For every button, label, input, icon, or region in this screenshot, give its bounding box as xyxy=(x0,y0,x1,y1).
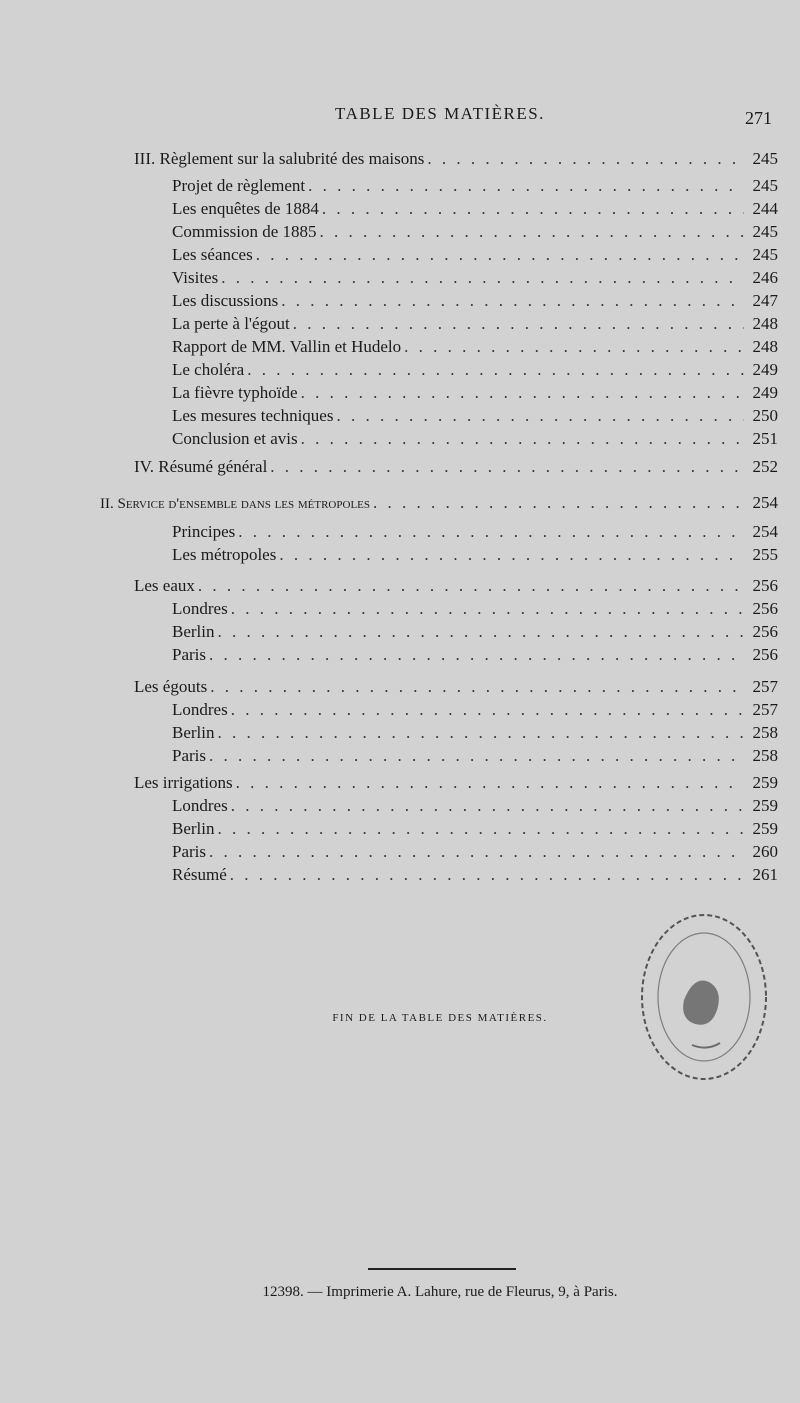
toc-entry-label: Les eaux xyxy=(134,576,195,595)
dot-leader xyxy=(230,865,744,885)
toc-entry-page: 255 xyxy=(752,545,778,564)
toc-entry-page: 256 xyxy=(752,645,778,664)
toc-entry xyxy=(172,865,778,887)
dot-leader xyxy=(247,360,744,380)
toc-entry-page: 245 xyxy=(752,176,778,195)
footer-rule xyxy=(368,1268,516,1270)
toc-entry-label: IV. Résumé général xyxy=(134,457,268,476)
toc-entry-label: Les métropoles xyxy=(172,545,277,564)
dot-leader xyxy=(320,222,744,242)
toc-entry-page: 257 xyxy=(752,677,778,696)
toc-entry xyxy=(172,406,778,428)
toc-entry xyxy=(172,429,778,451)
toc-entry-label: Berlin xyxy=(172,723,215,742)
dot-leader xyxy=(231,700,744,720)
dot-leader xyxy=(336,406,744,426)
dot-leader xyxy=(209,645,744,665)
toc-entry-label: Les enquêtes de 1884 xyxy=(172,199,319,218)
toc-entry xyxy=(172,796,778,818)
toc-entry-label: Les discussions xyxy=(172,291,279,310)
toc-entry-page: 250 xyxy=(752,406,778,425)
toc-entry-label: Paris xyxy=(172,746,206,765)
toc-entry-page: 244 xyxy=(752,199,778,218)
dot-leader xyxy=(322,199,744,219)
toc-entry-label: Principes xyxy=(172,522,236,541)
toc-entry-label: Londres xyxy=(172,796,228,815)
dot-leader xyxy=(236,773,744,793)
toc-entry-label: Paris xyxy=(172,645,206,664)
toc-entry-page: 258 xyxy=(752,746,778,765)
page-number: 271 xyxy=(745,108,772,128)
toc-entry-label: Commission de 1885 xyxy=(172,222,317,241)
dot-leader xyxy=(301,429,744,449)
dot-leader xyxy=(221,268,744,288)
printer-imprint: 12398. — Imprimerie A. Lahure, rue de Fleurus, 9, à Paris. xyxy=(262,1284,618,1300)
toc-entry-page: 257 xyxy=(752,700,778,719)
toc-entry-page: 245 xyxy=(752,245,778,264)
dot-leader xyxy=(238,522,744,542)
toc-entry-page: 259 xyxy=(752,819,778,838)
toc-entry-page: 249 xyxy=(752,360,778,379)
dot-leader xyxy=(198,576,744,596)
dot-leader xyxy=(210,677,744,697)
dot-leader xyxy=(404,337,744,357)
toc-entry-label: Le choléra xyxy=(172,360,245,379)
toc-entry xyxy=(172,746,778,768)
toc-entry-page: 258 xyxy=(752,723,778,742)
toc-entry xyxy=(172,199,778,221)
toc-entry xyxy=(134,576,778,598)
running-header-title: TABLE DES MATIÈRES. xyxy=(335,104,545,123)
toc-entry xyxy=(134,773,778,795)
dot-leader xyxy=(218,819,745,839)
toc-entry-page: 252 xyxy=(752,457,778,476)
toc-entry xyxy=(172,545,778,567)
toc-entry-page: 261 xyxy=(752,865,778,884)
toc-entry xyxy=(134,149,778,171)
library-stamp-icon xyxy=(632,905,777,1090)
toc-entry-page: 245 xyxy=(752,222,778,241)
toc-entry-label: II. Service d'ensemble dans les métropoles xyxy=(100,496,370,512)
toc-entry xyxy=(172,337,778,359)
dot-leader xyxy=(308,176,744,196)
toc-entry xyxy=(172,522,778,544)
dot-leader xyxy=(218,622,745,642)
toc-entry xyxy=(172,599,778,621)
dot-leader xyxy=(256,245,744,265)
toc-entry xyxy=(134,457,778,479)
toc-entry xyxy=(172,842,778,864)
toc-entry-page: 259 xyxy=(752,773,778,792)
toc-entry xyxy=(172,360,778,382)
toc-entry-label: Projet de règlement xyxy=(172,176,306,195)
toc-entry-label: Rapport de MM. Vallin et Hudelo xyxy=(172,337,402,356)
toc-entry-label: III. Règlement sur la salubrité des maisons xyxy=(134,149,425,168)
toc-entry xyxy=(172,723,778,745)
toc-entry-page: 256 xyxy=(752,599,778,618)
toc-entry-label: Les égouts xyxy=(134,677,208,696)
toc-entry xyxy=(172,622,778,644)
toc-entry-label: Londres xyxy=(172,599,228,618)
toc-entry-page: 247 xyxy=(752,291,778,310)
toc-entry-label: Paris xyxy=(172,842,206,861)
toc-entry-label: Les séances xyxy=(172,245,253,264)
dot-leader xyxy=(209,746,744,766)
toc-entry xyxy=(172,383,778,405)
toc-entry-page: 254 xyxy=(752,522,778,541)
toc-entry xyxy=(134,677,778,699)
dot-leader xyxy=(279,545,744,565)
toc-entry-page: 259 xyxy=(752,796,778,815)
toc-entry-label: Berlin xyxy=(172,819,215,838)
toc-entry xyxy=(172,700,778,722)
toc-entry-page: 260 xyxy=(752,842,778,861)
toc-entry-page: 249 xyxy=(752,383,778,402)
toc-entry-label: La fièvre typhoïde xyxy=(172,383,298,402)
dot-leader xyxy=(231,599,744,619)
toc-entry-label: Londres xyxy=(172,700,228,719)
toc-entry-page: 248 xyxy=(752,337,778,356)
toc-entry-page: 246 xyxy=(752,268,778,287)
toc-entry xyxy=(172,245,778,267)
toc-entry-page: 254 xyxy=(752,493,778,512)
toc-entry-label: Les mesures techniques xyxy=(172,406,334,425)
toc-entry xyxy=(172,176,778,198)
toc-entry-label: Visites xyxy=(172,268,219,287)
dot-leader xyxy=(293,314,744,334)
toc-entry-label: Résumé xyxy=(172,865,227,884)
toc-entry xyxy=(100,493,778,515)
toc-entry-page: 251 xyxy=(752,429,778,448)
toc-entry-label: Conclusion et avis xyxy=(172,429,298,448)
dot-leader xyxy=(231,796,744,816)
dot-leader xyxy=(373,493,744,513)
toc-entry-page: 245 xyxy=(752,149,778,168)
toc-entry xyxy=(172,819,778,841)
toc-entry-label: Berlin xyxy=(172,622,215,641)
toc-entry-page: 248 xyxy=(752,314,778,333)
dot-leader xyxy=(218,723,745,743)
toc-entry xyxy=(172,222,778,244)
toc-entry xyxy=(172,314,778,336)
dot-leader xyxy=(270,457,744,477)
toc-entry-page: 256 xyxy=(752,576,778,595)
end-note: FIN DE LA TABLE DES MATIÈRES. xyxy=(332,1012,548,1024)
dot-leader xyxy=(209,842,744,862)
toc-entry-label: La perte à l'égout xyxy=(172,314,290,333)
dot-leader xyxy=(301,383,744,403)
dot-leader xyxy=(281,291,744,311)
dot-leader xyxy=(427,149,744,169)
toc-entry-page: 256 xyxy=(752,622,778,641)
toc-entry xyxy=(172,268,778,290)
toc-entry xyxy=(172,645,778,667)
toc-entry-label: Les irrigations xyxy=(134,773,233,792)
toc-entry xyxy=(172,291,778,313)
